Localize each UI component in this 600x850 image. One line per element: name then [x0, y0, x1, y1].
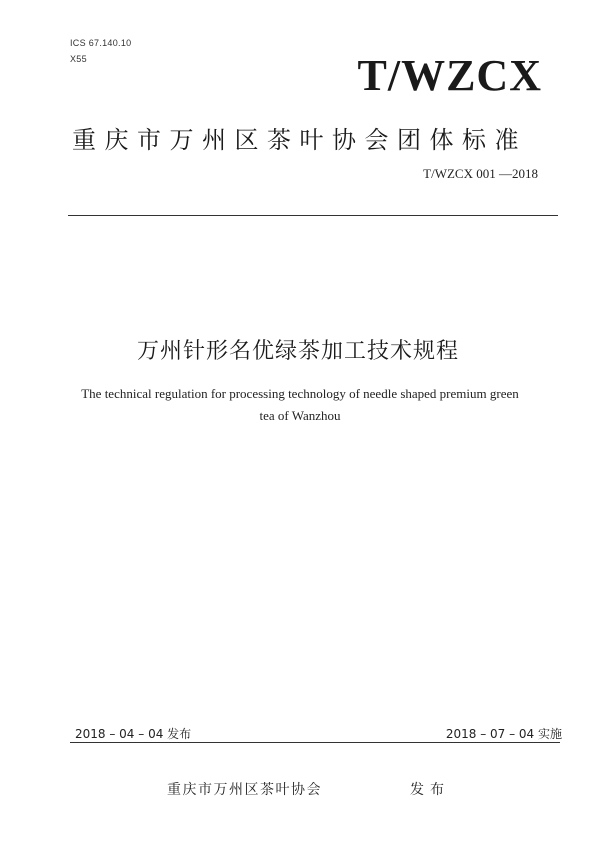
header-divider: [68, 215, 558, 216]
english-title-line-2: tea of Wanzhou: [259, 408, 341, 423]
ccs-code: X55: [70, 54, 87, 64]
footer-divider: [70, 742, 560, 743]
ics-code: ICS 67.140.10: [70, 38, 132, 48]
issue-date: 2018 – 04 – 04 发布: [75, 727, 192, 741]
standard-logo: T/WZCX: [357, 51, 542, 100]
standard-class-title: 重庆市万州区茶叶协会团体标准: [72, 126, 527, 154]
implementation-date: 2018 – 07 – 04 实施: [445, 727, 562, 741]
document-title-chinese: 万州针形名优绿茶加工技术规程: [136, 339, 459, 364]
document-title-english: [50, 383, 550, 427]
publisher-name: 重庆市万州区茶叶协会: [167, 782, 322, 798]
standard-number: T/WZCX 001 —2018: [423, 166, 538, 181]
english-title-line-1: The technical regulation for processing technology of needle shaped premium green: [81, 386, 519, 401]
publish-label: 发布: [410, 782, 450, 798]
